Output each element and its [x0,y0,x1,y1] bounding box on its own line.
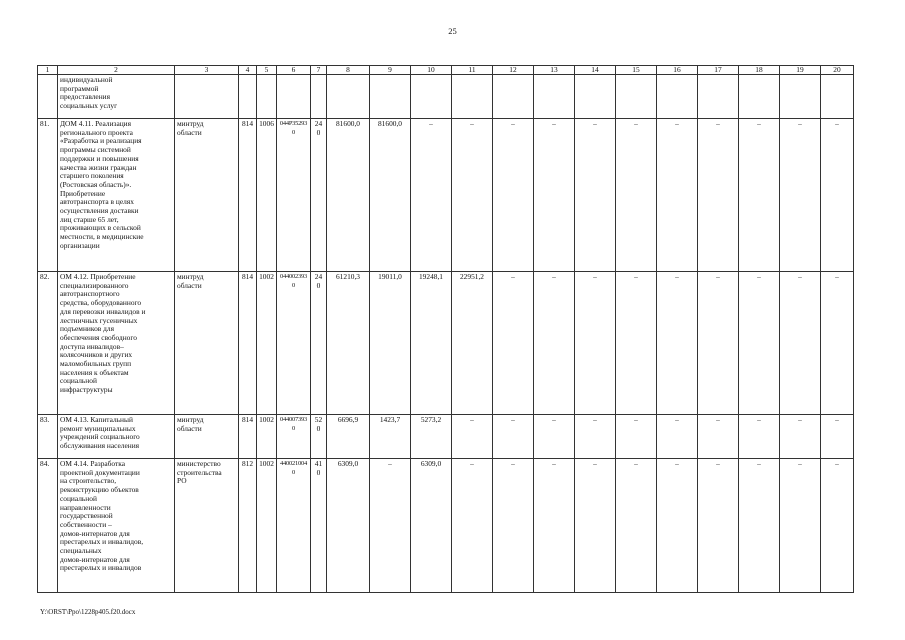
total-amount [327,75,370,119]
expense-type [311,75,327,119]
row-number [38,75,58,119]
column-header: 11 [452,66,493,75]
table-row [38,415,854,459]
table-row [38,272,854,415]
year-amount: – [821,415,854,459]
grbs-code: 814 [239,415,257,459]
year-amount: – [821,119,854,272]
expense-type: 240 [311,272,327,415]
year-amount: 22951,2 [452,272,493,415]
total-amount: 6309,0 [327,459,370,593]
column-header: 17 [698,66,739,75]
year-amount: – [657,272,698,415]
year-amount: – [452,459,493,593]
section-code: 1002 [257,459,277,593]
grbs-code: 814 [239,272,257,415]
year-amount: – [411,119,452,272]
year-amount: – [493,272,534,415]
section-code: 1002 [257,415,277,459]
section-code: 1002 [257,272,277,415]
target-article: 0440023930 [277,272,311,415]
program-table [37,65,854,593]
executor: минтруд области [175,415,239,459]
year-amount: – [493,415,534,459]
table-row [38,119,854,272]
year-amount: – [657,119,698,272]
column-header: 14 [575,66,616,75]
year-amount: – [575,119,616,272]
year-amount [370,75,411,119]
executor: министерство строительства РО [175,459,239,593]
year-amount: – [616,272,657,415]
row-number: 84. [38,459,58,593]
year-amount [575,75,616,119]
grbs-code: 812 [239,459,257,593]
expense-type: 240 [311,119,327,272]
column-number-row [38,66,854,75]
executor: минтруд области [175,119,239,272]
year-amount: – [739,459,780,593]
column-header: 13 [534,66,575,75]
column-header: 2 [58,66,175,75]
year-amount: – [657,415,698,459]
target-article [277,75,311,119]
year-amount: – [698,415,739,459]
year-amount [698,75,739,119]
measure-name: ОМ 4.12. Приобретение специализированного автотранспортного средства, оборудованного для перевозки инвалидов и лестничных гусеничных подъемников для обеспечения свободного доступа инвалидов– колясочников и других маломобильных групп населения к объектам социальной инфраструктуры [58,272,175,415]
expense-type: 520 [311,415,327,459]
year-amount: 1423,7 [370,415,411,459]
year-amount: – [534,119,575,272]
column-header: 20 [821,66,854,75]
year-amount [534,75,575,119]
year-amount: – [616,119,657,272]
page-number: 25 [448,26,457,36]
target-article: 4400210040 [277,459,311,593]
total-amount: 81600,0 [327,119,370,272]
year-amount [739,75,780,119]
year-amount [821,75,854,119]
column-header: 10 [411,66,452,75]
year-amount: 6309,0 [411,459,452,593]
measure-name: ДОМ 4.11. Реализация регионального проекта «Разработка и реализация программы системной поддержки и повышения качества жизни граждан старшего поколения (Ростовская область)». Приобретение автотранспорта в целях осуществления доставки лиц старше 65 лет, проживающих в сельской местности, в медицинские организации [58,119,175,272]
year-amount: 5273,2 [411,415,452,459]
column-header: 7 [311,66,327,75]
year-amount: – [575,459,616,593]
year-amount: – [616,459,657,593]
year-amount: 19011,0 [370,272,411,415]
year-amount: – [534,415,575,459]
table-row [38,75,854,119]
measure-name: ОМ 4.13. Капитальный ремонт муниципальных учреждений социального обслуживания населения [58,415,175,459]
year-amount: – [739,415,780,459]
column-header: 4 [239,66,257,75]
year-amount: – [534,459,575,593]
measure-name: ОМ 4.14. Разработка проектной документации на строительство, реконструкцию объектов социальной направленности государственной собственности – домов-интернатов для престарелых и инвалидов, специальных домов-интернатов для престарелых и инвалидов [58,459,175,593]
column-header: 16 [657,66,698,75]
year-amount: – [739,119,780,272]
column-header: 5 [257,66,277,75]
row-number: 81. [38,119,58,272]
target-article: 044P352930 [277,119,311,272]
year-amount: – [493,119,534,272]
executor [175,75,239,119]
row-number: 82. [38,272,58,415]
expense-type: 410 [311,459,327,593]
column-header: 8 [327,66,370,75]
section-code [257,75,277,119]
year-amount [616,75,657,119]
year-amount: – [780,459,821,593]
year-amount: 81600,0 [370,119,411,272]
file-path-footer: Y:\ORST\Ppo\1228p405.f20.docx [40,608,136,616]
year-amount: – [452,119,493,272]
year-amount [411,75,452,119]
total-amount: 61210,3 [327,272,370,415]
year-amount: – [493,459,534,593]
column-header: 18 [739,66,780,75]
year-amount: – [698,459,739,593]
column-header: 6 [277,66,311,75]
column-header: 19 [780,66,821,75]
year-amount: – [780,272,821,415]
year-amount: – [370,459,411,593]
year-amount: – [657,459,698,593]
year-amount: – [780,415,821,459]
year-amount: – [452,415,493,459]
section-code: 1006 [257,119,277,272]
year-amount: 19248,1 [411,272,452,415]
column-header: 15 [616,66,657,75]
table-row [38,459,854,593]
column-header: 3 [175,66,239,75]
measure-name: индивидуальной программой предоставления социальных услуг [58,75,175,119]
column-header: 12 [493,66,534,75]
year-amount: – [575,272,616,415]
total-amount: 6696,9 [327,415,370,459]
year-amount: – [821,272,854,415]
year-amount [493,75,534,119]
grbs-code [239,75,257,119]
year-amount: – [575,415,616,459]
year-amount: – [616,415,657,459]
year-amount [780,75,821,119]
column-header: 1 [38,66,58,75]
year-amount: – [739,272,780,415]
year-amount: – [780,119,821,272]
year-amount [452,75,493,119]
year-amount: – [698,119,739,272]
grbs-code: 814 [239,119,257,272]
year-amount: – [698,272,739,415]
column-header: 9 [370,66,411,75]
row-number: 83. [38,415,58,459]
executor: минтруд области [175,272,239,415]
year-amount: – [534,272,575,415]
year-amount [657,75,698,119]
year-amount: – [821,459,854,593]
target-article: 0440073930 [277,415,311,459]
